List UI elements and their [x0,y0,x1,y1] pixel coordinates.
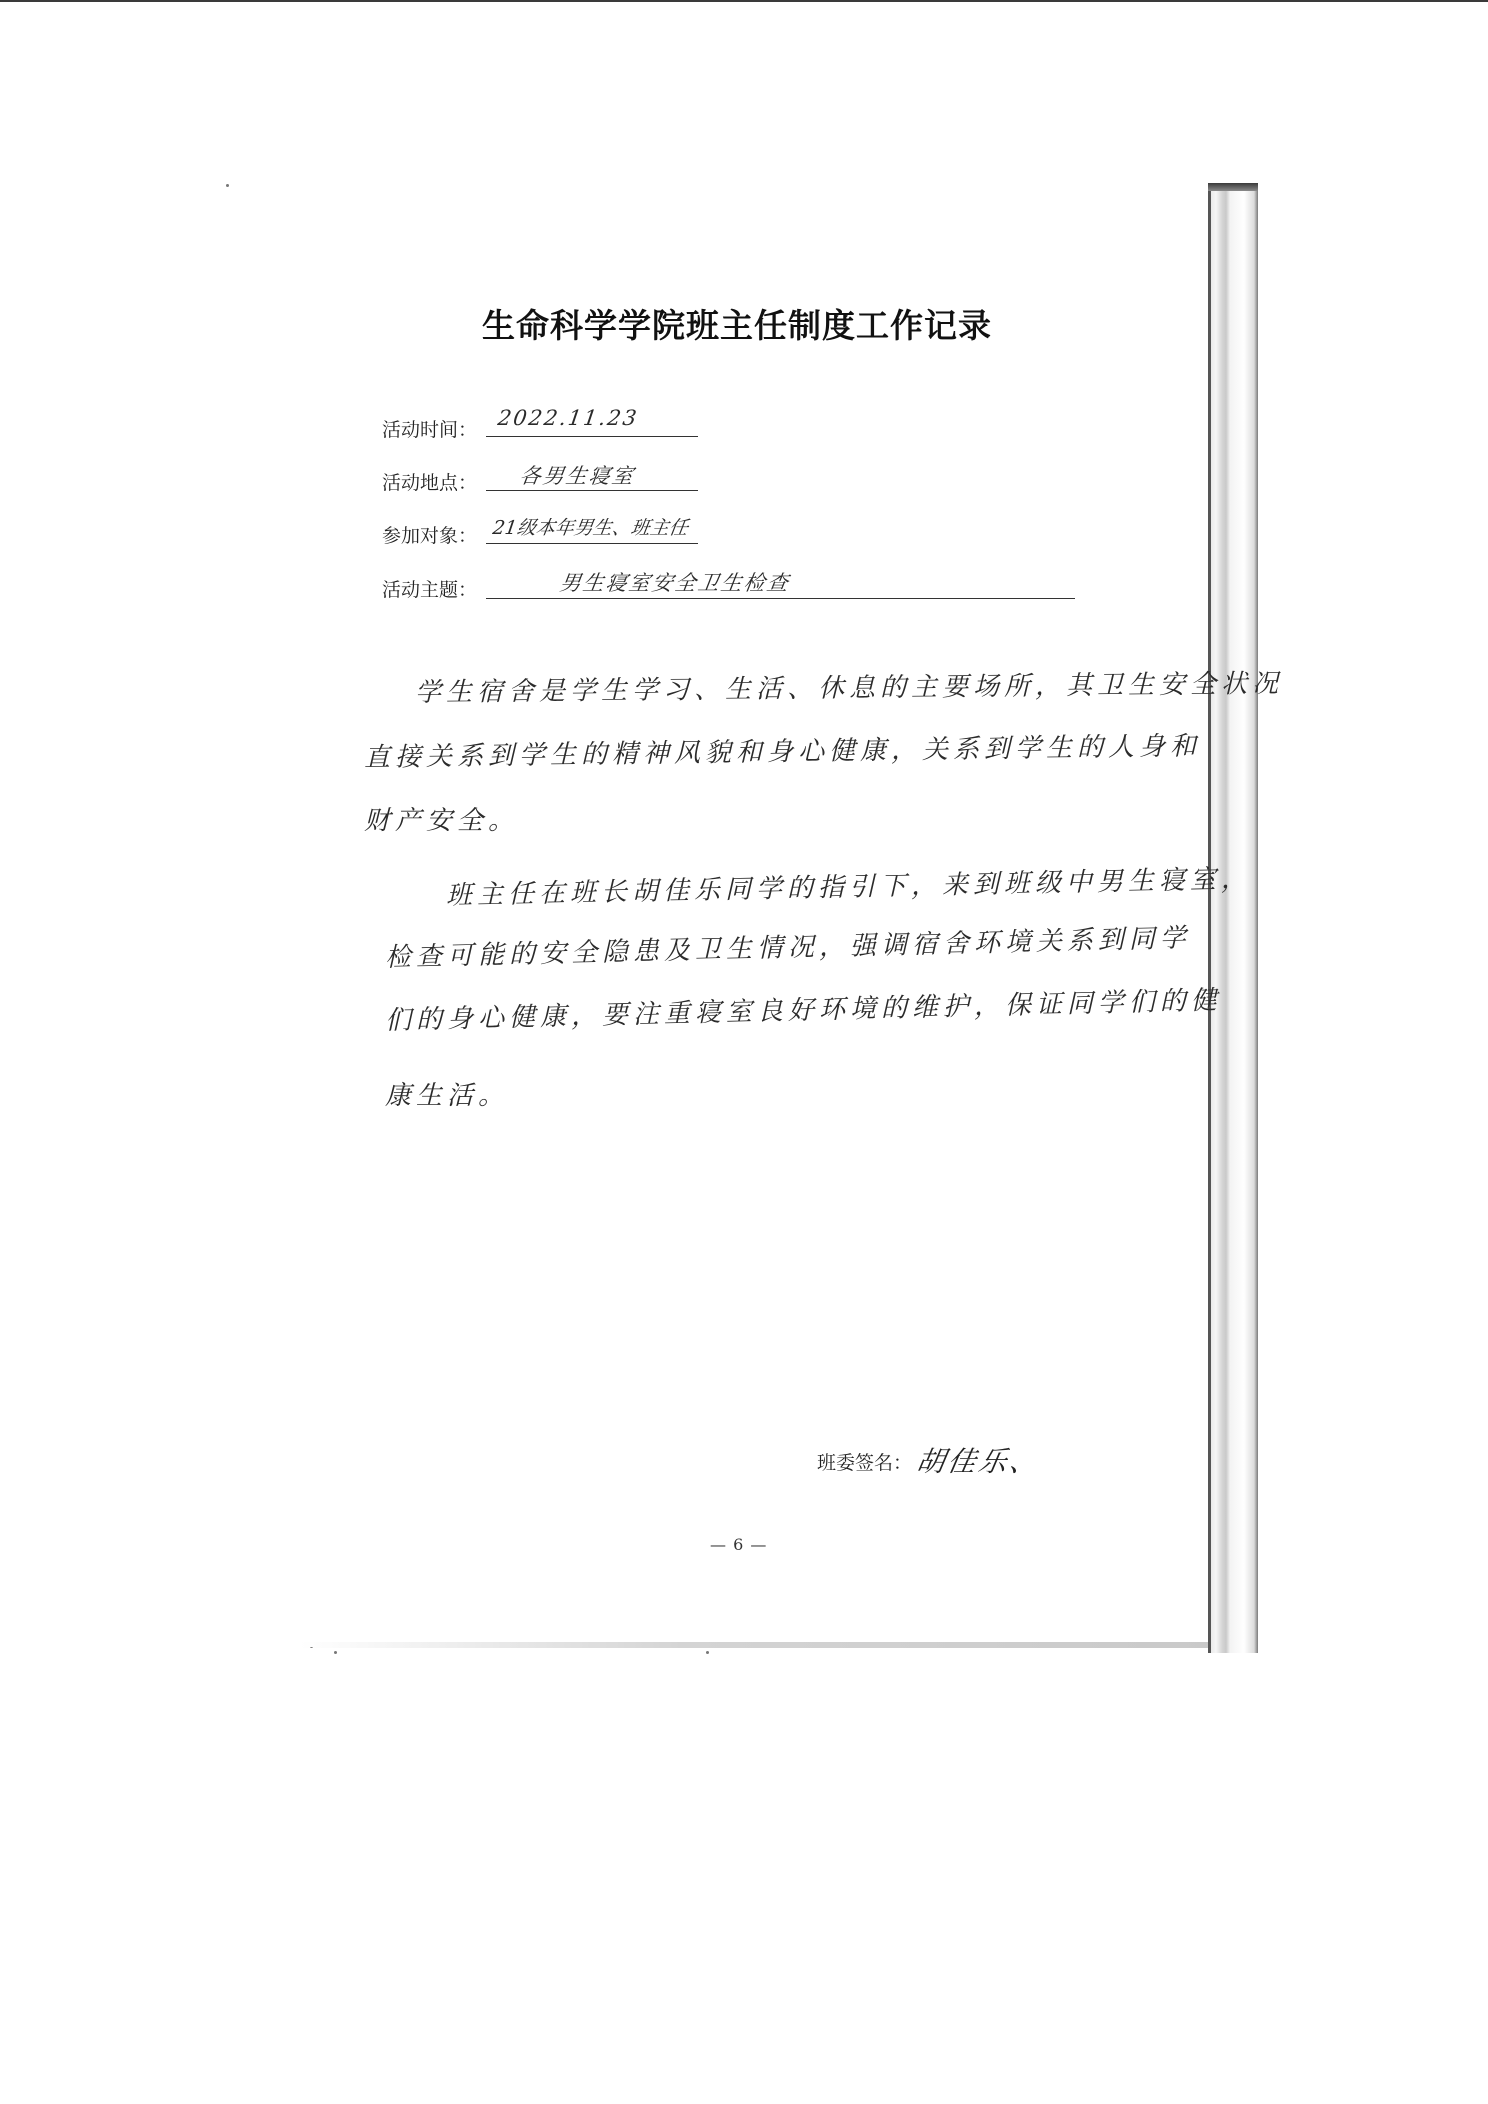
body-paragraph-1-line-2: 直接关系到学生的精神风貌和身心健康，关系到学生的人身和 [363,731,1202,773]
body-paragraph-2-line-1: 班主任在班长胡佳乐同学的指引下，来到班级中男生寝室， [445,864,1253,911]
body-paragraph-2-line-4: 康生活。 [385,1081,510,1111]
scan-speck [334,1651,337,1654]
page-bottom-shadow [300,1642,1258,1648]
field-label-participants: 参加对象： [382,525,478,547]
body-paragraph-1-line-3: 财产安全。 [364,806,520,836]
body-paragraph-2-line-2: 检查可能的安全隐患及卫生情况，强调宿舍环境关系到同学 [384,923,1192,973]
scan-top-edge [0,0,1488,2]
document-title: 生命科学学院班主任制度工作记录 [482,306,992,345]
body-paragraph-1-line-1: 学生宿舍是学生学习、生活、休息的主要场所，其卫生安全状况 [414,668,1284,708]
binder-edge [1208,183,1258,1653]
scanned-page [300,185,1258,1647]
field-label-time: 活动时间： [382,419,478,441]
signature-value: 胡佳乐、 [913,1445,1044,1478]
scan-speck [226,184,229,187]
field-value-participants: 21级本年男生、班主任 [491,517,690,539]
scan-speck [706,1651,709,1654]
field-underline-time [486,436,698,437]
field-value-theme: 男生寝室安全卫生检查 [558,571,792,595]
field-underline-theme [486,598,1075,599]
field-label-place: 活动地点： [382,472,478,494]
body-paragraph-2-line-3: 们的身心健康，要注重寝室良好环境的维护，保证同学们的健 [384,985,1223,1036]
field-underline-place [486,490,698,491]
field-value-place: 各男生寝室 [518,464,637,488]
page-number: — 6 — [710,1535,768,1554]
field-value-time: 2022.11.23 [496,406,640,430]
signature-label: 班委签名： [817,1452,913,1474]
field-label-theme: 活动主题： [382,579,478,601]
field-underline-participants [486,543,698,544]
